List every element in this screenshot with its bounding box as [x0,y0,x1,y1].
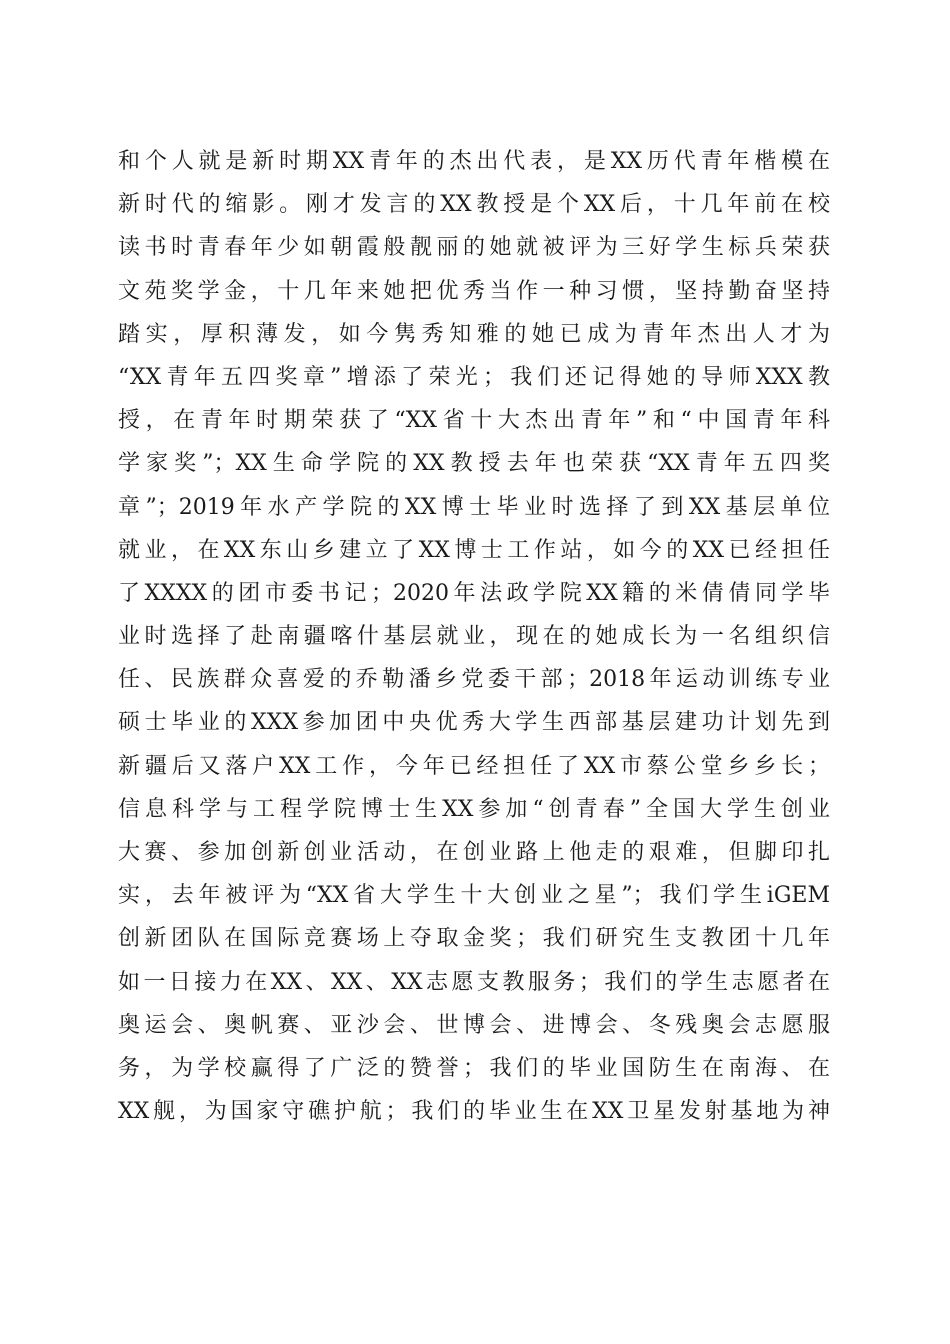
text-line: 务，为学校赢得了广泛的赞誉；我们的毕业国防生在南海、在 [118,1055,830,1081]
body-text [118,140,830,1133]
text-line: 就业，在XX东山乡建立了XX博士工作站，如今的XX已经担任 [118,537,830,563]
text-line: 章”；2019年水产学院的XX博士毕业时选择了到XX基层单位 [118,494,830,520]
text-line: 文苑奖学金，十几年来她把优秀当作一种习惯，坚持勤奋坚持 [118,278,830,304]
text-line: 新时代的缩影。刚才发言的XX教授是个XX后，十几年前在校 [118,192,830,218]
text-line: 硕士毕业的XXX参加团中央优秀大学生西部基层建功计划先到 [118,710,830,736]
text-line: 踏实，厚积薄发，如今隽秀知雅的她已成为青年杰出人才为 [118,321,830,347]
text-line: 读书时青春年少如朝霞般靓丽的她就被评为三好学生标兵荣获 [118,235,830,261]
text-line: 如一日接力在XX、XX、XX志愿支教服务；我们的学生志愿者在 [118,969,830,995]
text-line: 了XXXX的团市委书记；2020年法政学院XX籍的米倩倩同学毕 [118,580,830,606]
text-line: 新疆后又落户XX工作，今年已经担任了XX市蔡公堂乡乡长； [118,753,830,779]
text-line: XX舰，为国家守礁护航；我们的毕业生在XX卫星发射基地为神 [118,1099,830,1125]
text-line: 创新团队在国际竞赛场上夺取金奖；我们研究生支教团十几年 [118,926,830,952]
text-line: 学家奖”；XX生命学院的XX教授去年也荣获“XX青年五四奖 [118,451,830,477]
text-line: 奥运会、奥帆赛、亚沙会、世博会、进博会、冬残奥会志愿服 [118,1012,830,1038]
text-line: 和个人就是新时期XX青年的杰出代表，是XX历代青年楷模在 [118,149,830,174]
text-line: 业时选择了赴南疆喀什基层就业，现在的她成长为一名组织信 [118,624,830,650]
text-line: 任、民族群众喜爱的乔勒潘乡党委干部；2018年运动训练专业 [118,667,830,693]
text-line: 大赛、参加创新创业活动，在创业路上他走的艰难，但脚印扎 [118,840,830,865]
text-line: 授，在青年时期荣获了“XX省十大杰出青年”和“中国青年科 [118,408,830,434]
text-line: 信息科学与工程学院博士生XX参加“创青春”全国大学生创业 [118,796,830,822]
text-line: 实，去年被评为“XX省大学生十大创业之星”；我们学生iGEM [118,883,830,909]
text-line: “XX青年五四奖章”增添了荣光；我们还记得她的导师XXX教 [118,364,830,390]
